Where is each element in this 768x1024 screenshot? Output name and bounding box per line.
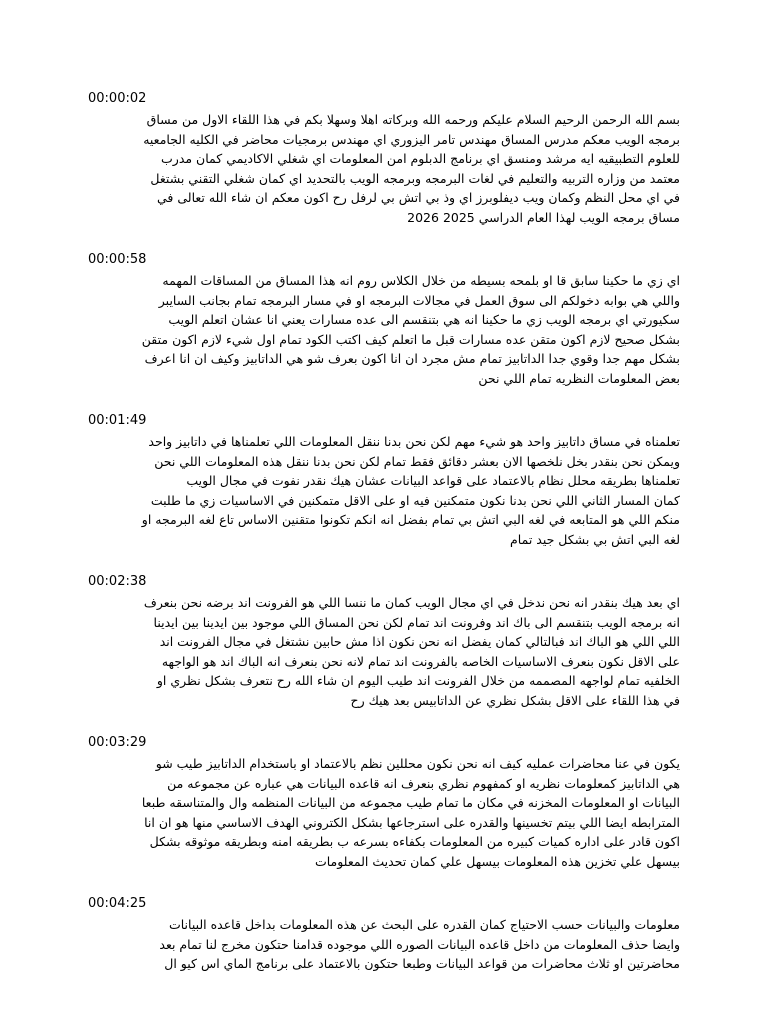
transcript-line: على الاقل نكون بنعرف الاساسيات الخاصه بالفرونت اند تمام لانه نحن بنعرف انه الباك اند هو الواجهه [161,653,680,669]
transcript-segment [88,732,680,871]
transcript-paragraph [88,754,680,871]
transcript-line: واللي هي بوابه دخولكم الى سوق العمل في مجالات البرمجه او في مسار البرمجه تمام بجانب السايبر [158,292,680,308]
transcript-segment [88,571,680,710]
timestamp: 00:02:38 [88,574,147,589]
transcript-segment [88,88,680,227]
document-page [88,88,680,996]
transcript-paragraph [88,271,680,388]
timestamp: 00:00:58 [88,252,147,267]
transcript-line: اي زي ما حكينا سابق قا او بلمحه بسيطه من خلال الكلاس روم انه هذا المساق من المساقات المهمه [162,273,680,288]
transcript-segment [88,410,680,549]
transcript-line: هي الداتابيز كمعلومات نظريه او كمفهوم نظري بنعرف انه قاعده البيانات هي عباره عن مجموعه من [167,775,680,791]
transcript-line: كمان المسار الثاني اللي نحن بدنا نكون متمكنين فيه او على الاقل متمكنين في الاساسيات زي ما طلبت [150,492,680,508]
transcript-line: اللي اللي هو الباك اند فبالتالي كمان يفضل انه نحن نكون اذا مش حابين نشتغل في مجال الفرونت اند [159,634,680,649]
transcript-line: ويمكن نحن بنقدر بخل نلخصها الان بعشر دقائق فقط تمام لكن نحن بدنا ننقل هذه المعلومات اللي نحن [154,453,680,469]
transcript-line: بعض المعلومات النظريه تمام اللي نحن [478,370,680,386]
transcript-paragraph [88,110,680,227]
timestamp: 00:03:29 [88,735,147,750]
transcript-line: بشكل صحيح لازم اكون متقن عده مسارات قبل ما اتعلم كيف اكتب الكود تمام اول شيء لازم اكون متقن [141,331,680,347]
transcript-line: انه برمجه الويب بتنقسم الى باك اند وفرونت اند تمام لكن نحن المساق اللي موجود بين ايدينا بين ايدينا [153,614,680,630]
transcript-line: لغه البي اتش بي بشكل جيد تمام [510,531,680,547]
transcript-line: تعلمناه في مساق داتابيز واحد هو شيء مهم لكن نحن بدنا ننقل المعلومات اللي تعلمناها في داتابيز واحد [148,434,680,449]
transcript-paragraph [88,593,680,710]
transcript-line: برمجه الويب معكم مدرس المساق مهندس تامر اليزوري اي مهندس برمجيات محاضر في الكليه الجامعيه [143,131,680,147]
transcript-line: يكون في عنا محاضرات عمليه كيف انه نحن نكون محللين نظم بالاعتماد او باستخدام الداتابيز طيب شو [155,756,680,771]
transcript-line: مساق برمجه الويب لهذا العام الدراسي 2025 2026 [407,209,680,225]
transcript-line: المترابطه ايضا اللي بيتم تخسينها والقدره على استرجاعها بشكل الكتروني الهدف الاساسي منها هو ان انا [144,814,680,830]
transcript-line: اكون قادر على اداره كميات كبيره من المعلومات بكفاءه بسرعه ب بطريقه امنه وبطريقه موثوقه بشكل [149,834,680,849]
transcript-segment [88,249,680,388]
transcript-line: معلومات والبيانات حسب الاحتياج كمان القدره على البحث عن هذه المعلومات بداخل قاعده البيانات [168,917,680,932]
transcript-line: بيسهل علي تخزين هذه المعلومات بيسهل علي كمان تحديث المعلومات [314,853,680,869]
transcript-line: تعلمناها بطريقه محلل نظام بالاعتماد على قواعد البيانات عشان هيك نقدر نفوت في مجال الويب [186,473,680,488]
transcript-line: بسم الله الرحمن الرحيم السلام عليكم ورحمه الله وبركاته اهلا وسهلا بكم في هذا اللقاء الاول من مساق [146,112,680,127]
transcript-line: بشكل مهم جدا وقوي جدا الداتابيز تمام مش مجرد ان انا اكون بعرف شو هي الداتابيز وكيف ان انا اعرف [144,351,680,366]
transcript-line: محاضرتين او ثلاث محاضرات من قواعد البيانات وطبعا حتكون بالاعتماد على برنامج الماي اس كيو ال [164,956,680,971]
transcript-line: البيانات او المعلومات المخزنه في مكان ما تمام طيب مجموعه من البيانات المنظمه وال والمتناسقه طبعا [141,795,680,810]
transcript-line: للعلوم التطبيقيه ايه مرشد ومنسق اي برنامج الدبلوم امن المعلومات اي شغلي الاكاديمي كمان مدرب [161,151,680,166]
transcript-line: في هذا اللقاء على الاقل بشكل نظري عن الداتابيس بعد هيك رح [350,692,680,708]
transcript-line: في اي محل النظم وكمان ويب ديفلوبرز اي وذ بي اتش بي لرفل رح اكون معكم ان شاء الله تعالى في [156,190,680,205]
transcript-line: اي بعد هيك بنقدر انه نحن ندخل في اي مجال الويب كمان ما ننسا اللي هو الفرونت اند برضه نحن بنعرف [143,595,680,610]
transcript-line: الخلفيه تمام لواجهه المصممه من خلال الفرونت اند طيب اليوم ان شاء الله رح نتعرف بشكل نظري او [156,673,680,688]
transcript-line: منكم اللي هو المتابعه في لغه البي اتش بي تمام بفضل انه انكم تكونوا متقنين الاساس تاع لغه البرمجه او [141,512,680,527]
timestamp: 00:01:49 [88,413,147,428]
transcript-paragraph [88,915,680,974]
transcript-paragraph [88,432,680,549]
transcript-line: سكيورتي اي برمجه الويب زي ما حكينا انه هي بتنقسم الى عده مسارات يعني انا عشان اتعلم الويب [168,312,680,327]
transcript-line: وايضا حذف المعلومات من داخل قاعده البيانات الصوره اللي موجوده قدامنا حتكون مخرج لنا تمام بعد [159,936,680,952]
transcript-line: معتمد من وزاره التربيه والتعليم في لغات البرمجه وبرمجه الويب بالتحديد اي كمان شغلي التقني بشتغل [150,170,680,186]
timestamp: 00:04:25 [88,896,147,911]
timestamp: 00:00:02 [88,91,147,106]
transcript-segment [88,893,680,974]
